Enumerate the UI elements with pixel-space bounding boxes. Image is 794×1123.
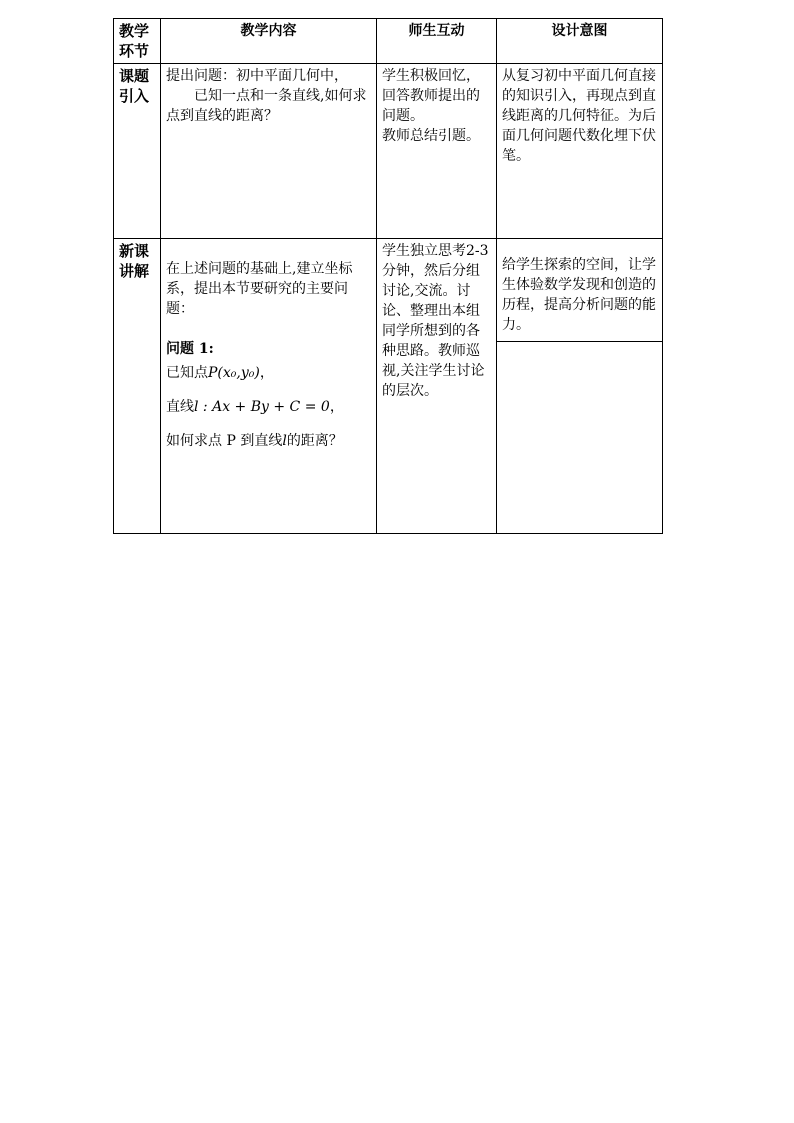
interaction-text: 教师总结引题。 <box>382 128 480 144</box>
question-suffix: 的距离？ <box>286 433 343 449</box>
header-content: 教学内容 <box>161 19 377 64</box>
question-variable: l <box>282 433 287 449</box>
stage-cell: 课题引入 <box>114 64 161 239</box>
header-row <box>114 19 663 64</box>
content-intro: 在上述问题的基础上,建立坐标系，提出本节要研究的主要问题： <box>166 261 353 317</box>
line-expression: l : Ax + By + C = 0 <box>194 399 330 415</box>
intent-text: 给学生探索的空间，让学生体验数学发现和创造的历程，提高分析问题的能力。 <box>497 239 662 342</box>
line-suffix: ， <box>329 399 344 415</box>
table-row <box>114 239 663 534</box>
problem-title: 问题 1: <box>166 341 214 357</box>
interaction-cell: 学生独立思考2-3分钟，然后分组讨论,交流。讨论、整理出本组同学所想到的各种思路。教师巡视,关注学生讨论的层次。 <box>377 239 497 534</box>
header-interaction: 师生互动 <box>377 19 497 64</box>
point-line <box>166 363 371 383</box>
content-cell <box>161 239 377 534</box>
intent-cell <box>497 239 663 534</box>
question-line <box>166 431 371 451</box>
content-line: 提出问题：初中平面几何中， <box>166 68 348 84</box>
stage-cell: 新课讲解 <box>114 239 161 534</box>
point-suffix: ， <box>259 365 274 381</box>
header-intent: 设计意图 <box>497 19 663 64</box>
interaction-cell <box>377 64 497 239</box>
line-equation <box>166 397 371 417</box>
question-prefix: 如何求点 P 到直线 <box>166 433 283 449</box>
lesson-plan-table <box>113 18 663 534</box>
point-prefix: 已知点 <box>166 365 208 381</box>
line-prefix: 直线 <box>166 399 194 415</box>
header-stage: 教学环节 <box>114 19 161 64</box>
content-text: 已知一点和一条直线,如何求点到直线的距离？ <box>166 88 367 124</box>
content-cell <box>161 64 377 239</box>
content-line <box>166 86 371 126</box>
interaction-text: 学生积极回忆，回答教师提出的问题。 <box>382 68 480 124</box>
intent-cell: 从复习初中平面几何直接的知识引入，再现点到直线距离的几何特征。为后面几何问题代数化埋下伏笔。 <box>497 64 663 239</box>
table-row <box>114 64 663 239</box>
point-expression: P(x₀,y₀) <box>208 365 260 381</box>
